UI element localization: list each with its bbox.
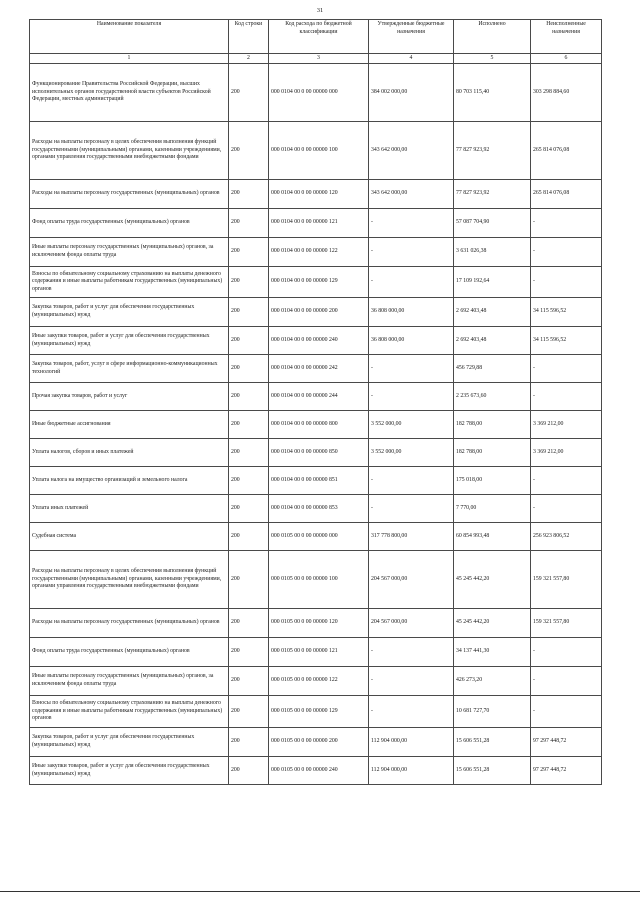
header-executed: Исполнено [454, 20, 531, 54]
line-code-cell: 200 [229, 638, 269, 667]
table-row [30, 696, 602, 728]
classification-code-cell: 000 0105 00 0 00 00000 100 [269, 551, 369, 609]
table-row [30, 467, 602, 495]
line-code-cell: 200 [229, 122, 269, 180]
unexecuted-amount-cell: 256 923 806,52 [531, 523, 602, 551]
line-code-cell: 200 [229, 355, 269, 383]
classification-code-cell: 000 0104 00 0 00 00000 129 [269, 267, 369, 298]
table-row [30, 327, 602, 355]
classification-code-cell: 000 0105 00 0 00 00000 240 [269, 757, 369, 785]
table-row [30, 757, 602, 785]
table-row [30, 355, 602, 383]
classification-code-cell: 000 0104 00 0 00 00000 242 [269, 355, 369, 383]
approved-amount-cell: 112 904 000,00 [369, 757, 454, 785]
executed-amount-cell: 57 087 704,90 [454, 209, 531, 238]
executed-amount-cell: 2 692 403,48 [454, 327, 531, 355]
table-row [30, 411, 602, 439]
classification-code-cell: 000 0105 00 0 00 00000 120 [269, 609, 369, 638]
line-code-cell: 200 [229, 64, 269, 122]
line-code-cell: 200 [229, 209, 269, 238]
table-row [30, 551, 602, 609]
unexecuted-amount-cell: 159 321 557,80 [531, 609, 602, 638]
indicator-name-cell: Иные выплаты персоналу государственных (муниципальных) органов, за исключением фонда оплаты труда [30, 667, 229, 696]
executed-amount-cell: 10 681 727,70 [454, 696, 531, 728]
column-number: 3 [269, 54, 369, 64]
column-number: 1 [30, 54, 229, 64]
approved-amount-cell: 36 808 000,00 [369, 298, 454, 327]
line-code-cell: 200 [229, 609, 269, 638]
classification-code-cell: 000 0104 00 0 00 00000 200 [269, 298, 369, 327]
column-number: 4 [369, 54, 454, 64]
table-row [30, 638, 602, 667]
executed-amount-cell: 3 631 026,38 [454, 238, 531, 267]
header-line-code: Код строки [229, 20, 269, 54]
header-approved-appropriations: Утвержденные бюджетные назначения [369, 20, 454, 54]
header-indicator-name: Наименование показателя [30, 20, 229, 54]
header-unexecuted-appropriations: Неисполненные назначения [531, 20, 602, 54]
unexecuted-amount-cell: 97 297 448,72 [531, 728, 602, 757]
unexecuted-amount-cell: 34 115 596,52 [531, 298, 602, 327]
executed-amount-cell: 17 109 192,64 [454, 267, 531, 298]
line-code-cell: 200 [229, 696, 269, 728]
unexecuted-amount-cell: 159 321 557,80 [531, 551, 602, 609]
executed-amount-cell: 426 273,20 [454, 667, 531, 696]
approved-amount-cell: 343 642 000,00 [369, 180, 454, 209]
executed-amount-cell: 45 245 442,20 [454, 551, 531, 609]
table-row [30, 64, 602, 122]
unexecuted-amount-cell: 3 369 212,00 [531, 411, 602, 439]
indicator-name-cell: Закупка товаров, работ, услуг в сфере информационно-коммуникационных технологий [30, 355, 229, 383]
approved-amount-cell: 36 808 000,00 [369, 327, 454, 355]
approved-amount-cell: 204 567 000,00 [369, 609, 454, 638]
table-row [30, 495, 602, 523]
unexecuted-amount-cell: - [531, 696, 602, 728]
approved-amount-cell: 112 904 000,00 [369, 728, 454, 757]
line-code-cell: 200 [229, 439, 269, 467]
executed-amount-cell: 15 606 551,28 [454, 728, 531, 757]
table-row [30, 523, 602, 551]
classification-code-cell: 000 0104 00 0 00 00000 800 [269, 411, 369, 439]
unexecuted-amount-cell: - [531, 355, 602, 383]
unexecuted-amount-cell: 97 297 448,72 [531, 757, 602, 785]
line-code-cell: 200 [229, 495, 269, 523]
line-code-cell: 200 [229, 757, 269, 785]
line-code-cell: 200 [229, 411, 269, 439]
executed-amount-cell: 175 018,00 [454, 467, 531, 495]
line-code-cell: 200 [229, 551, 269, 609]
table-row [30, 383, 602, 411]
indicator-name-cell: Уплата налогов, сборов и иных платежей [30, 439, 229, 467]
unexecuted-amount-cell: 34 115 596,52 [531, 327, 602, 355]
table-row [30, 209, 602, 238]
table-row [30, 267, 602, 298]
indicator-name-cell: Взносы по обязательному социальному страхованию на выплаты денежного содержания и иные выплаты работникам государственных (муниципальных) органов [30, 696, 229, 728]
indicator-name-cell: Фонд оплаты труда государственных (муниципальных) органов [30, 209, 229, 238]
table-row [30, 238, 602, 267]
classification-code-cell: 000 0105 00 0 00 00000 122 [269, 667, 369, 696]
indicator-name-cell: Уплата налога на имущество организаций и земельного налога [30, 467, 229, 495]
unexecuted-amount-cell: - [531, 495, 602, 523]
approved-amount-cell: - [369, 209, 454, 238]
indicator-name-cell: Расходы на выплаты персоналу государственных (муниципальных) органов [30, 609, 229, 638]
approved-amount-cell: 317 778 800,00 [369, 523, 454, 551]
page-number: 31 [316, 7, 324, 14]
indicator-name-cell: Судебная система [30, 523, 229, 551]
approved-amount-cell: - [369, 696, 454, 728]
line-code-cell: 200 [229, 383, 269, 411]
unexecuted-amount-cell: 265 814 076,08 [531, 180, 602, 209]
approved-amount-cell: 3 552 000,00 [369, 411, 454, 439]
indicator-name-cell: Закупка товаров, работ и услуг для обеспечения государственных (муниципальных) нужд [30, 728, 229, 757]
classification-code-cell: 000 0105 00 0 00 00000 129 [269, 696, 369, 728]
unexecuted-amount-cell: - [531, 638, 602, 667]
line-code-cell: 200 [229, 467, 269, 495]
classification-code-cell: 000 0105 00 0 00 00000 000 [269, 523, 369, 551]
line-code-cell: 200 [229, 327, 269, 355]
executed-amount-cell: 456 729,88 [454, 355, 531, 383]
column-number-row [30, 54, 602, 64]
line-code-cell: 200 [229, 298, 269, 327]
table-row [30, 667, 602, 696]
indicator-name-cell: Взносы по обязательному социальному страхованию на выплаты денежного содержания и иные выплаты работникам государственных (муниципальных) органов [30, 267, 229, 298]
indicator-name-cell: Иные выплаты персоналу государственных (муниципальных) органов, за исключением фонда оплаты труда [30, 238, 229, 267]
executed-amount-cell: 7 770,00 [454, 495, 531, 523]
indicator-name-cell: Прочая закупка товаров, работ и услуг [30, 383, 229, 411]
approved-amount-cell: - [369, 355, 454, 383]
table-row [30, 439, 602, 467]
approved-amount-cell: - [369, 238, 454, 267]
approved-amount-cell: - [369, 638, 454, 667]
unexecuted-amount-cell: 3 369 212,00 [531, 439, 602, 467]
approved-amount-cell: 343 642 000,00 [369, 122, 454, 180]
line-code-cell: 200 [229, 667, 269, 696]
classification-code-cell: 000 0104 00 0 00 00000 850 [269, 439, 369, 467]
executed-amount-cell: 2 235 673,60 [454, 383, 531, 411]
executed-amount-cell: 77 827 923,92 [454, 122, 531, 180]
classification-code-cell: 000 0104 00 0 00 00000 851 [269, 467, 369, 495]
unexecuted-amount-cell: - [531, 267, 602, 298]
executed-amount-cell: 77 827 923,92 [454, 180, 531, 209]
classification-code-cell: 000 0104 00 0 00 00000 100 [269, 122, 369, 180]
executed-amount-cell: 34 137 441,30 [454, 638, 531, 667]
unexecuted-amount-cell: - [531, 209, 602, 238]
unexecuted-amount-cell: 303 298 884,60 [531, 64, 602, 122]
indicator-name-cell: Иные закупки товаров, работ и услуг для обеспечения государственных (муниципальных) нужд [30, 757, 229, 785]
executed-amount-cell: 15 606 551,28 [454, 757, 531, 785]
approved-amount-cell: - [369, 467, 454, 495]
approved-amount-cell: - [369, 495, 454, 523]
table-row [30, 122, 602, 180]
executed-amount-cell: 182 788,00 [454, 439, 531, 467]
line-code-cell: 200 [229, 523, 269, 551]
table-row [30, 180, 602, 209]
header-row [30, 20, 602, 54]
classification-code-cell: 000 0104 00 0 00 00000 121 [269, 209, 369, 238]
line-code-cell: 200 [229, 180, 269, 209]
executed-amount-cell: 45 245 442,20 [454, 609, 531, 638]
classification-code-cell: 000 0104 00 0 00 00000 000 [269, 64, 369, 122]
indicator-name-cell: Фонд оплаты труда государственных (муниципальных) органов [30, 638, 229, 667]
executed-amount-cell: 182 788,00 [454, 411, 531, 439]
classification-code-cell: 000 0105 00 0 00 00000 200 [269, 728, 369, 757]
unexecuted-amount-cell: - [531, 667, 602, 696]
classification-code-cell: 000 0104 00 0 00 00000 244 [269, 383, 369, 411]
approved-amount-cell: - [369, 383, 454, 411]
approved-amount-cell: - [369, 667, 454, 696]
indicator-name-cell: Закупка товаров, работ и услуг для обеспечения государственных (муниципальных) нужд [30, 298, 229, 327]
column-number: 2 [229, 54, 269, 64]
budget-execution-table [29, 19, 602, 785]
column-number: 5 [454, 54, 531, 64]
executed-amount-cell: 2 692 403,48 [454, 298, 531, 327]
approved-amount-cell: - [369, 267, 454, 298]
indicator-name-cell: Функционирование Правительства Российской Федерации, высших исполнительных органов государственной власти субъектов Российской Федерации, местных администраций [30, 64, 229, 122]
indicator-name-cell: Уплата иных платежей [30, 495, 229, 523]
approved-amount-cell: 384 002 000,00 [369, 64, 454, 122]
unexecuted-amount-cell: - [531, 238, 602, 267]
line-code-cell: 200 [229, 728, 269, 757]
indicator-name-cell: Расходы на выплаты персоналу в целях обеспечения выполнения функций государственными (муниципальными) органами, казенными учреждениями, органами управления государственными внебюджетными фондами [30, 551, 229, 609]
indicator-name-cell: Иные бюджетные ассигнования [30, 411, 229, 439]
classification-code-cell: 000 0104 00 0 00 00000 853 [269, 495, 369, 523]
classification-code-cell: 000 0104 00 0 00 00000 122 [269, 238, 369, 267]
approved-amount-cell: 3 552 000,00 [369, 439, 454, 467]
indicator-name-cell: Иные закупки товаров, работ и услуг для обеспечения государственных (муниципальных) нужд [30, 327, 229, 355]
line-code-cell: 200 [229, 238, 269, 267]
table-row [30, 609, 602, 638]
line-code-cell: 200 [229, 267, 269, 298]
approved-amount-cell: 204 567 000,00 [369, 551, 454, 609]
indicator-name-cell: Расходы на выплаты персоналу в целях обеспечения выполнения функций государственными (муниципальными) органами, казенными учреждениями, органами управления государственными внебюджетными фондами [30, 122, 229, 180]
indicator-name-cell: Расходы на выплаты персоналу государственных (муниципальных) органов [30, 180, 229, 209]
classification-code-cell: 000 0104 00 0 00 00000 240 [269, 327, 369, 355]
unexecuted-amount-cell: - [531, 383, 602, 411]
table-row [30, 728, 602, 757]
header-budget-classification-code: Код расхода по бюджетной классификации [269, 20, 369, 54]
executed-amount-cell: 80 703 115,40 [454, 64, 531, 122]
unexecuted-amount-cell: 265 814 076,08 [531, 122, 602, 180]
unexecuted-amount-cell: - [531, 467, 602, 495]
table-row [30, 298, 602, 327]
column-number: 6 [531, 54, 602, 64]
bottom-page-rule [0, 891, 640, 892]
executed-amount-cell: 60 854 993,48 [454, 523, 531, 551]
classification-code-cell: 000 0104 00 0 00 00000 120 [269, 180, 369, 209]
classification-code-cell: 000 0105 00 0 00 00000 121 [269, 638, 369, 667]
